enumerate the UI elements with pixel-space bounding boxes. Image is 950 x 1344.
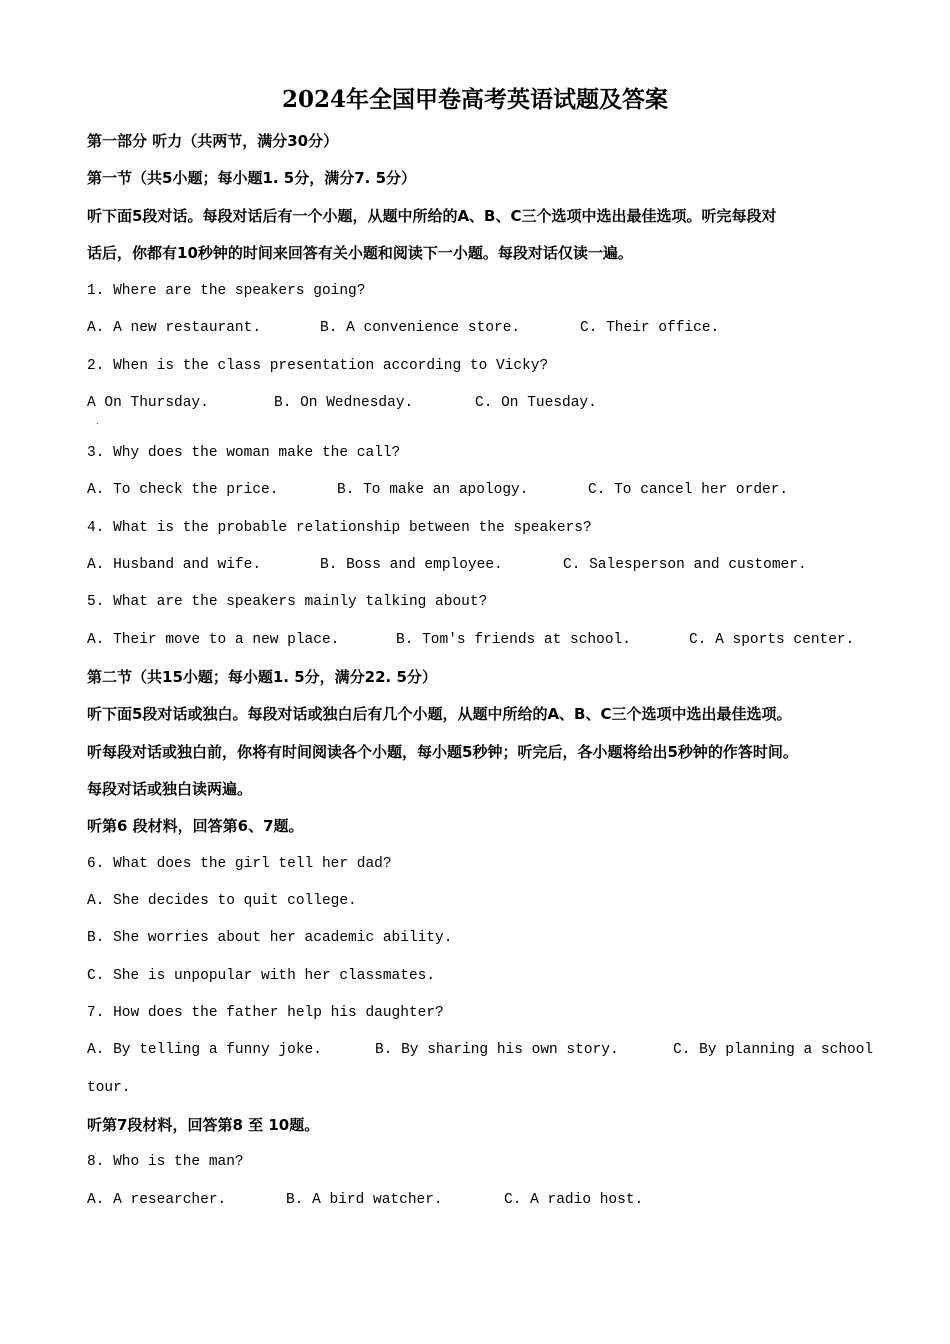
question-4-stem: 4. What is the probable relationship between the speakers? xyxy=(87,520,592,536)
option-c: C. To cancel her order. xyxy=(588,482,789,498)
section2-instruction-line3: 每段对话或独白读两遍。 xyxy=(87,780,253,798)
material-6-heading: 听第6 段材料，回答第6、7题。 xyxy=(87,817,304,835)
material-7-heading: 听第7段材料，回答第8 至 10题。 xyxy=(87,1116,320,1134)
section1-instruction-line1: 听下面5段对话。每段对话后有一个小题，从题中所给的A、B、C三个选项中选出最佳选项。听完每段对 xyxy=(87,207,777,225)
option-a: A On Thursday. xyxy=(87,395,209,411)
question-6-option-a: A. She decides to quit college. xyxy=(87,893,357,909)
option-a: A. A new restaurant. xyxy=(87,320,262,336)
option-b: B. On Wednesday. xyxy=(274,395,414,411)
option-c: C. By planning a school xyxy=(673,1042,874,1058)
question-1-options xyxy=(87,315,867,341)
option-a: A. To check the price. xyxy=(87,482,279,498)
option-c: C. A sports center. xyxy=(689,632,855,648)
section1-instruction-line2: 话后，你都有10秒钟的时间来回答有关小题和阅读下一小题。每段对话仅读一遍。 xyxy=(87,244,633,262)
option-b: B. A bird watcher. xyxy=(286,1192,443,1208)
option-b: B. A convenience store. xyxy=(320,320,521,336)
option-b: B. By sharing his own story. xyxy=(375,1042,619,1058)
section2-instruction-line2: 听每段对话或独白前，你将有时间阅读各个小题，每小题5秒钟；听完后，各小题将给出5秒钟的作答时间。 xyxy=(87,743,798,761)
question-8-stem: 8. Who is the man? xyxy=(87,1154,244,1170)
question-4-options xyxy=(87,552,867,578)
question-5-stem: 5. What are the speakers mainly talking about? xyxy=(87,594,488,610)
section2-heading: 第二节（共15小题；每小题1. 5分，满分22. 5分） xyxy=(87,668,437,686)
part1-heading: 第一部分 听力（共两节，满分30分） xyxy=(87,132,339,150)
stray-dot: . xyxy=(96,417,99,426)
section1-heading: 第一节（共5小题；每小题1. 5分，满分7. 5分） xyxy=(87,169,417,187)
section2-instruction-line1: 听下面5段对话或独白。每段对话或独白后有几个小题，从题中所给的A、B、C三个选项中选出最佳选项。 xyxy=(87,705,792,723)
question-1-stem: 1. Where are the speakers going? xyxy=(87,283,366,299)
question-5-options xyxy=(87,627,867,653)
question-7-options xyxy=(87,1037,874,1063)
question-6-stem: 6. What does the girl tell her dad? xyxy=(87,856,392,872)
option-b: B. Boss and employee. xyxy=(320,557,503,573)
option-a: A. A researcher. xyxy=(87,1192,227,1208)
option-b: B. To make an apology. xyxy=(337,482,529,498)
question-3-stem: 3. Why does the woman make the call? xyxy=(87,445,401,461)
option-a: A. Their move to a new place. xyxy=(87,632,340,648)
question-3-options xyxy=(87,477,867,503)
question-2-stem: 2. When is the class presentation according to Vicky? xyxy=(87,358,549,374)
option-c: C. Their office. xyxy=(580,320,720,336)
option-a: A. By telling a funny joke. xyxy=(87,1042,322,1058)
option-c: C. On Tuesday. xyxy=(475,395,597,411)
question-8-options xyxy=(87,1187,867,1213)
question-7-stem: 7. How does the father help his daughter? xyxy=(87,1005,444,1021)
option-b: B. Tom's friends at school. xyxy=(396,632,631,648)
page-title: 2024年全国甲卷高考英语试题及答案 xyxy=(281,86,668,113)
option-c: C. A radio host. xyxy=(504,1192,644,1208)
question-2-options xyxy=(87,390,867,416)
option-a: A. Husband and wife. xyxy=(87,557,262,573)
question-6-option-b: B. She worries about her academic ability. xyxy=(87,930,453,946)
question-7-option-c-continued: tour. xyxy=(87,1080,131,1096)
question-6-option-c: C. She is unpopular with her classmates. xyxy=(87,968,436,984)
option-c: C. Salesperson and customer. xyxy=(563,557,807,573)
